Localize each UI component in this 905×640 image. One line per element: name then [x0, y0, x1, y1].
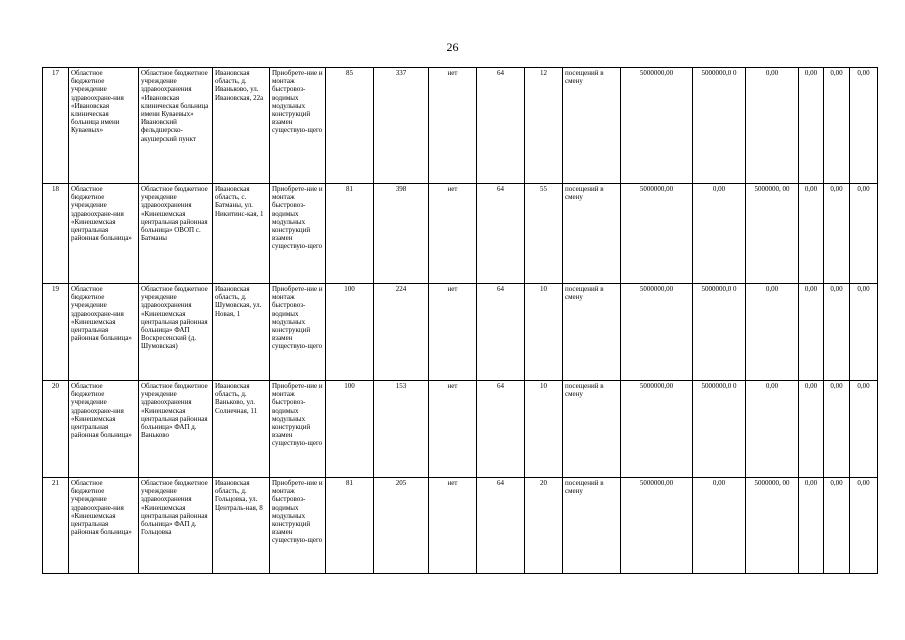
cell-address: Ивановская область, д. Шумовская, ул. Новая, 1	[213, 284, 270, 381]
cell-value-c5: 81	[326, 478, 374, 574]
cell-value-c7: нет	[429, 184, 477, 284]
cell-value-c8: 64	[477, 284, 525, 381]
cell-organization: Областное бюджетное учреждение здравоохране-ния «Кинешемская центральная районная больница»	[69, 478, 139, 574]
cell-amount-c12: 0,00	[693, 478, 746, 574]
cell-value-c5: 85	[326, 68, 374, 184]
cell-amount-total: 5000000,00	[621, 478, 693, 574]
cell-facility: Областное бюджетное учреждение здравоохранения «Кинешемская центральная районная больница» ФАП д. Гольцовка	[139, 478, 213, 574]
cell-address: Ивановская область, д. Иваньково, ул. Ивановская, 22а	[213, 68, 270, 184]
cell-work-type: Приобрете-ние и монтаж быстровоз-водимых модульных конструкций взамен существую-щего	[270, 68, 326, 184]
cell-work-type: Приобрете-ние и монтаж быстровоз-водимых модульных конструкций взамен существую-щего	[270, 381, 326, 478]
cell-amount-c12: 5000000,0 0	[693, 381, 746, 478]
cell-organization: Областное бюджетное учреждение здравоохране-ния «Ивановская клиническая больница имени Куваевых»	[69, 68, 139, 184]
cell-value-c7: нет	[429, 478, 477, 574]
cell-amount-c14: 0,00	[799, 68, 824, 184]
table-row	[43, 381, 878, 478]
table-row	[43, 184, 878, 284]
cell-amount-c15: 0,00	[824, 478, 850, 574]
cell-amount-c15: 0,00	[824, 68, 850, 184]
cell-amount-c16: 0,00	[850, 381, 878, 478]
cell-value-c9: 20	[525, 478, 563, 574]
cell-address: Ивановская область, с. Батманы, ул. Никитинс-кая, 1	[213, 184, 270, 284]
cell-organization: Областное бюджетное учреждение здравоохране-ния «Кинешемская центральная районная больница»	[69, 284, 139, 381]
cell-amount-c15: 0,00	[824, 381, 850, 478]
cell-row-number: 17	[43, 68, 69, 184]
cell-amount-c13: 0,00	[746, 284, 799, 381]
cell-value-c6: 224	[374, 284, 429, 381]
cell-value-c8: 64	[477, 68, 525, 184]
cell-work-type: Приобрете-ние и монтаж быстровоз-водимых модульных конструкций взамен существую-щего	[270, 284, 326, 381]
cell-unit-label: посещений в смену	[563, 68, 621, 184]
cell-value-c9: 10	[525, 381, 563, 478]
cell-unit-label: посещений в смену	[563, 184, 621, 284]
cell-facility: Областное бюджетное учреждение здравоохранения «Ивановская клиническая больница имени Куваевых» Ивановский фельдшерско-акушерский пункт	[139, 68, 213, 184]
cell-amount-c13: 0,00	[746, 381, 799, 478]
cell-amount-c14: 0,00	[799, 381, 824, 478]
cell-amount-c12: 5000000,0 0	[693, 284, 746, 381]
cell-work-type: Приобрете-ние и монтаж быстровоз-водимых модульных конструкций взамен существую-щего	[270, 184, 326, 284]
cell-value-c5: 100	[326, 284, 374, 381]
cell-unit-label: посещений в смену	[563, 284, 621, 381]
cell-row-number: 19	[43, 284, 69, 381]
cell-amount-c13: 0,00	[746, 68, 799, 184]
page-number: 26	[446, 40, 459, 54]
cell-unit-label: посещений в смену	[563, 381, 621, 478]
cell-facility: Областное бюджетное учреждение здравоохранения «Кинешемская центральная районная больница» ОВОП с. Батманы	[139, 184, 213, 284]
cell-value-c9: 55	[525, 184, 563, 284]
cell-amount-c12: 5000000,0 0	[693, 68, 746, 184]
cell-amount-c13: 5000000, 00	[746, 184, 799, 284]
cell-work-type: Приобрете-ние и монтаж быстровоз-водимых модульных конструкций взамен существую-щего	[270, 478, 326, 574]
cell-amount-c16: 0,00	[850, 68, 878, 184]
cell-amount-c12: 0,00	[693, 184, 746, 284]
cell-unit-label: посещений в смену	[563, 478, 621, 574]
cell-facility: Областное бюджетное учреждение здравоохранения «Кинешемская центральная районная больница» ФАП Воскресенский (д. Шумовская)	[139, 284, 213, 381]
table-row	[43, 68, 878, 184]
cell-amount-total: 5000000,00	[621, 68, 693, 184]
cell-address: Ивановская область, д. Гольцовка, ул. Централь-ная, 8	[213, 478, 270, 574]
cell-amount-c15: 0,00	[824, 184, 850, 284]
cell-amount-c16: 0,00	[850, 284, 878, 381]
table-row	[43, 284, 878, 381]
cell-organization: Областное бюджетное учреждение здравоохране-ния «Кинешемская центральная районная больница»	[69, 184, 139, 284]
cell-amount-c16: 0,00	[850, 478, 878, 574]
cell-amount-c14: 0,00	[799, 478, 824, 574]
cell-amount-c14: 0,00	[799, 284, 824, 381]
cell-amount-total: 5000000,00	[621, 184, 693, 284]
facilities-table	[42, 67, 878, 574]
table-row	[43, 478, 878, 574]
cell-value-c5: 81	[326, 184, 374, 284]
cell-amount-total: 5000000,00	[621, 381, 693, 478]
cell-value-c6: 398	[374, 184, 429, 284]
cell-value-c9: 10	[525, 284, 563, 381]
cell-value-c7: нет	[429, 284, 477, 381]
cell-amount-total: 5000000,00	[621, 284, 693, 381]
cell-value-c6: 205	[374, 478, 429, 574]
cell-amount-c13: 5000000, 00	[746, 478, 799, 574]
cell-value-c5: 100	[326, 381, 374, 478]
cell-amount-c14: 0,00	[799, 184, 824, 284]
cell-value-c8: 64	[477, 184, 525, 284]
cell-value-c8: 64	[477, 478, 525, 574]
cell-value-c6: 153	[374, 381, 429, 478]
cell-address: Ивановская область, д. Ваньково, ул. Солнечная, 11	[213, 381, 270, 478]
cell-amount-c16: 0,00	[850, 184, 878, 284]
cell-row-number: 21	[43, 478, 69, 574]
cell-value-c7: нет	[429, 68, 477, 184]
table-body	[43, 68, 878, 574]
cell-row-number: 20	[43, 381, 69, 478]
cell-value-c6: 337	[374, 68, 429, 184]
cell-value-c8: 64	[477, 381, 525, 478]
cell-value-c9: 12	[525, 68, 563, 184]
cell-amount-c15: 0,00	[824, 284, 850, 381]
cell-facility: Областное бюджетное учреждение здравоохранения «Кинешемская центральная районная больница» ФАП д. Ваньково	[139, 381, 213, 478]
cell-row-number: 18	[43, 184, 69, 284]
cell-value-c7: нет	[429, 381, 477, 478]
cell-organization: Областное бюджетное учреждение здравоохране-ния «Кинешемская центральная районная больница»	[69, 381, 139, 478]
